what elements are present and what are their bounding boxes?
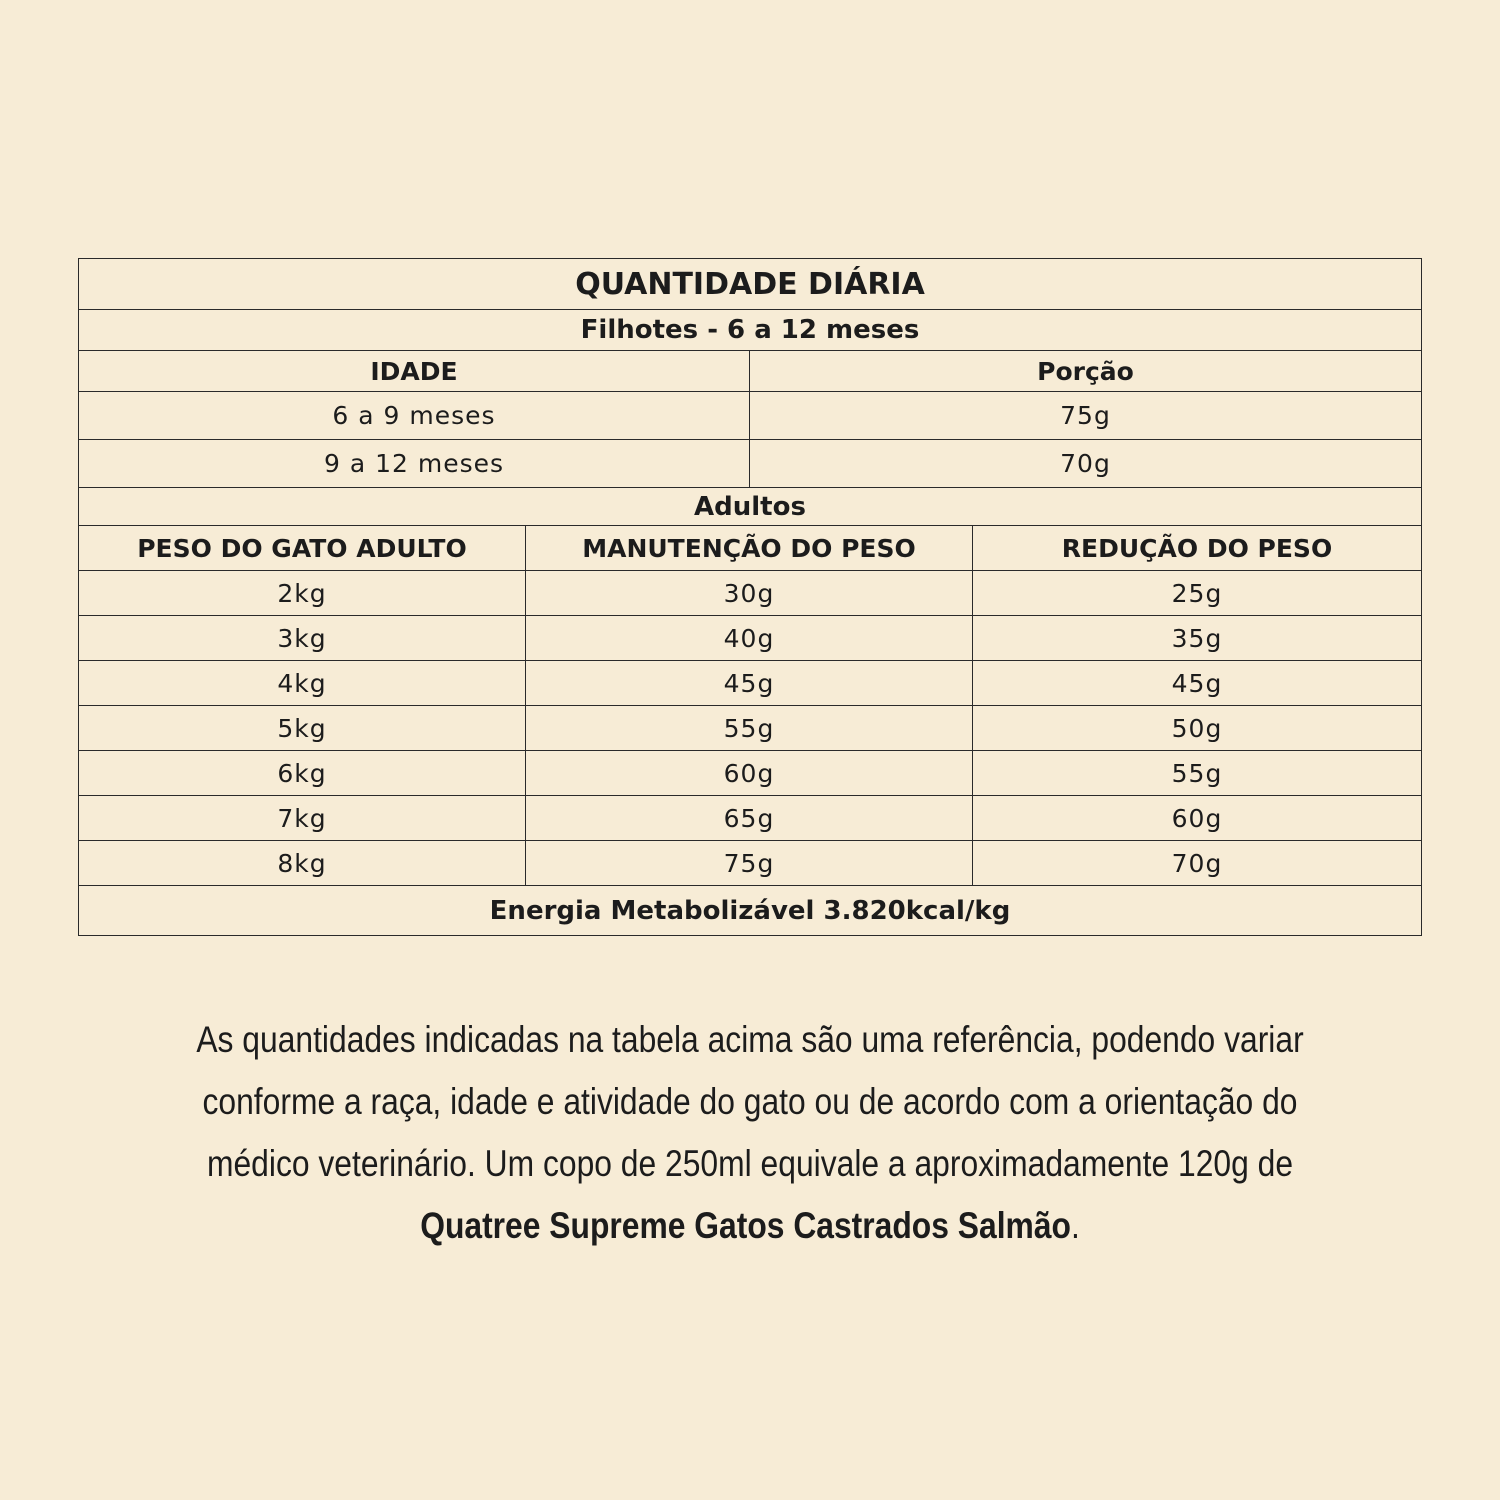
reduction-cell: 25g — [973, 571, 1422, 616]
reduction-cell: 55g — [973, 751, 1422, 796]
portion-cell: 70g — [750, 440, 1422, 488]
table-row — [79, 571, 1422, 616]
note-text: As quantidades indicadas na tabela acima são uma referência, podendo variar conforme a raça, idade e atividade do gato ou de acordo com a orientação do médico veterinário. Um copo de 250ml equivale a aproximadamente 120g de — [196, 1019, 1304, 1184]
table-row — [79, 796, 1422, 841]
table-row — [79, 661, 1422, 706]
note-end: . — [1070, 1205, 1080, 1246]
table-row — [79, 751, 1422, 796]
table-row — [79, 440, 1422, 488]
weight-cell: 5kg — [79, 706, 526, 751]
weight-cell: 7kg — [79, 796, 526, 841]
weight-cell: 4kg — [79, 661, 526, 706]
portion-cell: 75g — [750, 392, 1422, 440]
table-row — [79, 616, 1422, 661]
weight-cell: 6kg — [79, 751, 526, 796]
adults-subtitle: Adultos — [79, 488, 1422, 526]
age-cell: 9 a 12 meses — [79, 440, 750, 488]
weight-cell: 2kg — [79, 571, 526, 616]
weight-header: PESO DO GATO ADULTO — [79, 526, 526, 571]
reduction-cell: 70g — [973, 841, 1422, 886]
maintenance-cell: 60g — [526, 751, 973, 796]
puppies-subtitle: Filhotes - 6 a 12 meses — [79, 310, 1422, 351]
maintenance-cell: 30g — [526, 571, 973, 616]
table-row — [79, 706, 1422, 751]
portion-header: Porção — [750, 351, 1422, 392]
reduction-cell: 50g — [973, 706, 1422, 751]
feeding-note — [157, 1009, 1344, 1257]
maintenance-cell: 40g — [526, 616, 973, 661]
maintenance-header: MANUTENÇÃO DO PESO — [526, 526, 973, 571]
reduction-cell: 60g — [973, 796, 1422, 841]
age-cell: 6 a 9 meses — [79, 392, 750, 440]
daily-quantity-table — [78, 258, 1422, 936]
maintenance-cell: 75g — [526, 841, 973, 886]
weight-cell: 8kg — [79, 841, 526, 886]
table-title: QUANTIDADE DIÁRIA — [79, 259, 1422, 310]
maintenance-cell: 45g — [526, 661, 973, 706]
energy-footer: Energia Metabolizável 3.820kcal/kg — [79, 886, 1422, 936]
maintenance-cell: 55g — [526, 706, 973, 751]
table-row — [79, 841, 1422, 886]
product-name: Quatree Supreme Gatos Castrados Salmão — [420, 1205, 1071, 1246]
table-row — [79, 392, 1422, 440]
reduction-header: REDUÇÃO DO PESO — [973, 526, 1422, 571]
age-header: IDADE — [79, 351, 750, 392]
weight-cell: 3kg — [79, 616, 526, 661]
maintenance-cell: 65g — [526, 796, 973, 841]
reduction-cell: 35g — [973, 616, 1422, 661]
reduction-cell: 45g — [973, 661, 1422, 706]
